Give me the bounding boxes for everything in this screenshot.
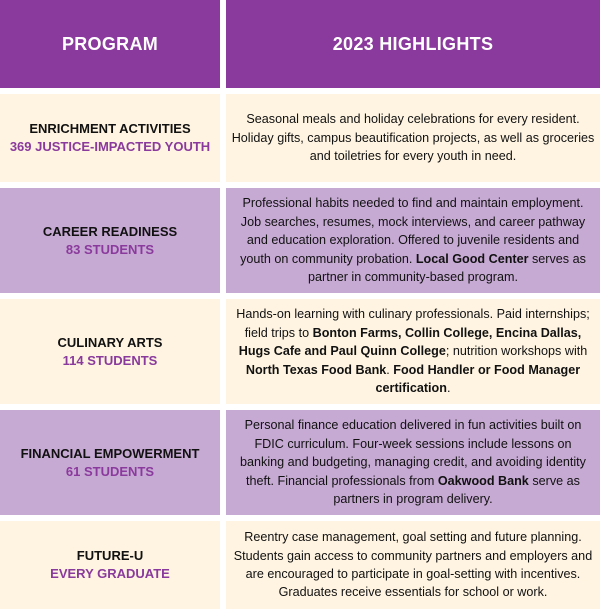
program-cell-career bbox=[0, 188, 220, 293]
program-cell-financial bbox=[0, 410, 220, 515]
program-name: FINANCIAL EMPOWERMENT bbox=[20, 445, 200, 461]
highlight-text bbox=[226, 110, 600, 165]
partner-name: North Texas Food Bank bbox=[245, 362, 387, 377]
highlight-cell-career bbox=[226, 188, 600, 293]
program-cell-culinary bbox=[0, 299, 220, 404]
highlights-header-label: 2023 HIGHLIGHTS bbox=[332, 33, 494, 54]
highlight-segment: serves as partner in community-based program. bbox=[308, 251, 586, 285]
highlight-segment: serve as partners in program delivery. bbox=[333, 473, 580, 507]
partner-name: Food Handler or Food Manager certification bbox=[375, 362, 581, 396]
highlight-cell-future-u bbox=[226, 521, 600, 609]
highlight-text bbox=[226, 305, 600, 397]
highlight-segment: . bbox=[446, 381, 451, 396]
program-name: FUTURE-U bbox=[76, 548, 144, 563]
highlight-segment: Hands-on learning with culinary professionals. Paid internships; field trips to bbox=[236, 307, 590, 340]
program-name: CULINARY ARTS bbox=[57, 334, 163, 350]
highlight-segment: Seasonal meals and holiday celebrations for every resident. Holiday gifts, campus beautification projects, as well as groceries and toiletries for every youth in need. bbox=[231, 112, 595, 164]
highlight-segment: Reentry case management, goal setting and future planning. Students gain access to community partners and employers and are encouraged to participate in goal-setting with incentives. Graduates receive essentials for school or work. bbox=[233, 530, 593, 600]
program-stat: 61 STUDENTS bbox=[65, 463, 155, 479]
highlight-segment: Professional habits needed to find and maintain employment. Job searches, resumes, mock interviews, and career pathway and education exploration. Offered to juvenile residents and youth on community probation. bbox=[240, 196, 586, 266]
program-stat: 114 STUDENTS bbox=[62, 352, 158, 368]
program-cell-enrichment bbox=[0, 94, 220, 182]
partner-name: Oakwood Bank bbox=[437, 473, 529, 488]
highlight-text bbox=[226, 416, 600, 508]
partner-name: Bonton Farms, Collin College, Encina Dallas, Hugs Cafe and Paul Quinn College bbox=[238, 325, 582, 359]
program-name: ENRICHMENT ACTIVITIES bbox=[29, 121, 191, 136]
highlight-segment: ; nutrition workshops with bbox=[445, 344, 588, 359]
program-header-label: PROGRAM bbox=[61, 33, 159, 54]
highlight-cell-culinary bbox=[226, 299, 600, 404]
highlight-text bbox=[226, 194, 600, 286]
program-stat: 369 JUSTICE-IMPACTED YOUTH bbox=[9, 139, 211, 154]
program-stat: 83 STUDENTS bbox=[65, 241, 155, 257]
highlight-text bbox=[226, 528, 600, 602]
partner-name: Local Good Center bbox=[415, 251, 529, 266]
highlights-column-header bbox=[226, 0, 600, 88]
highlight-segment: Personal finance education delivered in fun activities built on FDIC curriculum. Four-week sessions include lessons on banking and budgeting, managing credit, and avoiding identity theft. Financial professionals from bbox=[240, 418, 586, 488]
program-stat: EVERY GRADUATE bbox=[50, 566, 170, 581]
program-name: CAREER READINESS bbox=[42, 223, 178, 239]
highlight-cell-financial bbox=[226, 410, 600, 515]
program-cell-future-u bbox=[0, 521, 220, 609]
highlight-segment: . bbox=[386, 362, 394, 377]
program-column-header bbox=[0, 0, 220, 88]
highlight-cell-enrichment bbox=[226, 94, 600, 182]
